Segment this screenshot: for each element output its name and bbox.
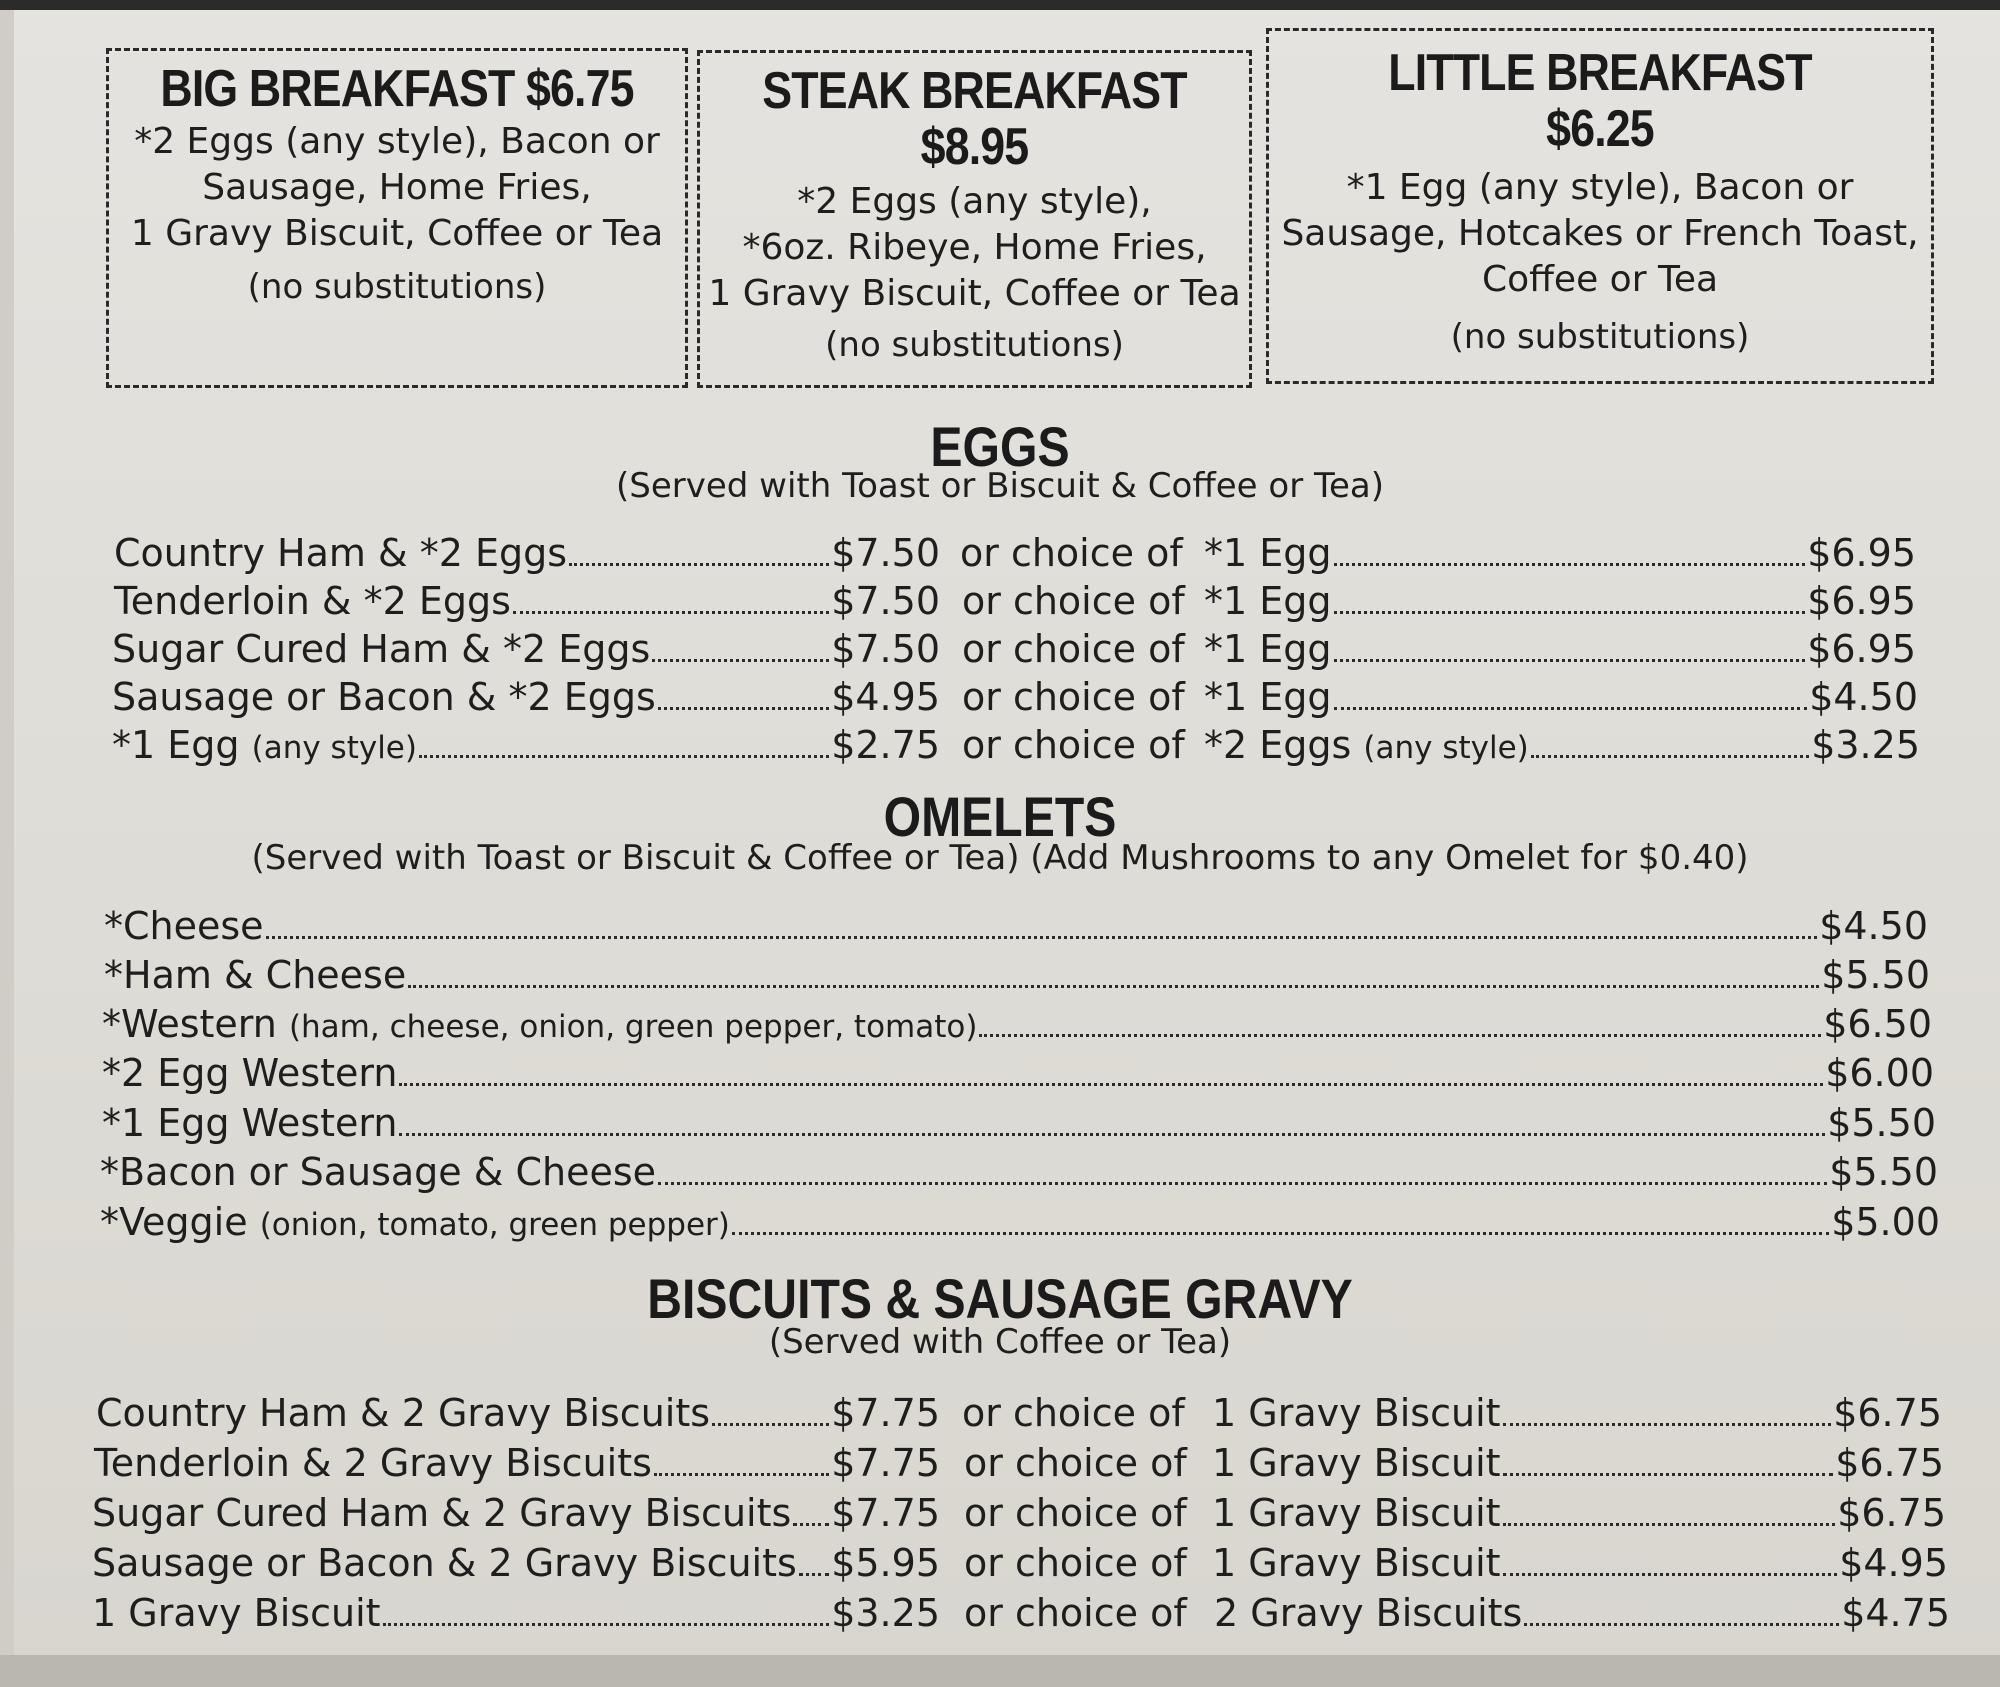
little-breakfast-description: *1 Egg (any style), Bacon or Sausage, Hotcakes or French Toast, Coffee or Tea: [1281, 167, 1919, 300]
biscuit-row: Sugar Cured Ham & 2 Gravy Biscuits $7.75 or choice of 1 Gravy Biscuit $6.75: [92, 1491, 1946, 1535]
omelet-row: *Cheese $4.50: [104, 904, 1928, 948]
omelet-row: *Western (ham, cheese, onion, green pepper, tomato) $6.50: [102, 1002, 1932, 1046]
omelet-row: *2 Egg Western $6.00: [102, 1051, 1934, 1095]
big-breakfast-description: *2 Eggs (any style), Bacon or Sausage, Home Fries, 1 Gravy Biscuit, Coffee or Tea: [130, 121, 664, 254]
eggs-subtitle: (Served with Toast or Biscuit & Coffee or Tea): [615, 466, 1385, 506]
biscuit-row: Tenderloin & 2 Gravy Biscuits $7.75 or choice of 1 Gravy Biscuit $6.75: [94, 1441, 1944, 1485]
biscuits-subtitle: (Served with Coffee or Tea): [768, 1322, 1232, 1362]
eggs-row: *1 Egg (any style) $2.75 or choice of *2 Eggs (any style) $3.25: [112, 723, 1920, 767]
little-breakfast-box: [1266, 28, 1934, 384]
photo-bottom-edge: [0, 1655, 2000, 1687]
biscuit-row: Sausage or Bacon & 2 Gravy Biscuits $5.95 or choice of 1 Gravy Biscuit $4.95: [92, 1541, 1948, 1585]
omelet-row: *Ham & Cheese $5.50: [104, 953, 1930, 997]
omelets-heading: OMELETS: [883, 785, 1117, 848]
photo-top-edge: [0, 0, 2000, 10]
eggs-row: Tenderloin & *2 Eggs $7.50 or choice of *1 Egg $6.95: [114, 579, 1916, 623]
little-breakfast-note: (no substitutions): [1450, 317, 1750, 357]
omelets-subtitle: (Served with Toast or Biscuit & Coffee or Tea) (Add Mushrooms to any Omelet for $0.40): [251, 838, 1749, 878]
biscuits-heading: BISCUITS & SAUSAGE GRAVY: [647, 1267, 1353, 1330]
big-breakfast-title: BIG BREAKFAST $6.75: [160, 60, 634, 118]
steak-breakfast-box: [697, 50, 1252, 388]
omelet-row: *Bacon or Sausage & Cheese $5.50: [100, 1150, 1938, 1194]
eggs-row: Sugar Cured Ham & *2 Eggs $7.50 or choice of *1 Egg $6.95: [112, 627, 1916, 671]
eggs-heading: EGGS: [930, 415, 1070, 478]
little-breakfast-title: LITTLE BREAKFAST: [1388, 44, 1812, 102]
steak-breakfast-note: (no substitutions): [825, 325, 1124, 365]
biscuit-row: Country Ham & 2 Gravy Biscuits $7.75 or choice of 1 Gravy Biscuit $6.75: [96, 1391, 1942, 1435]
omelet-row: *Veggie (onion, tomato, green pepper) $5.00: [100, 1200, 1940, 1244]
steak-breakfast-title: STEAK BREAKFAST: [762, 62, 1187, 120]
steak-breakfast-price: $8.95: [920, 118, 1029, 176]
steak-breakfast-description: *2 Eggs (any style), *6oz. Ribeye, Home Fries, 1 Gravy Biscuit, Coffee or Tea: [708, 181, 1241, 314]
eggs-row: Country Ham & *2 Eggs $7.50 or choice of *1 Egg $6.95: [114, 531, 1916, 575]
biscuit-row: 1 Gravy Biscuit $3.25 or choice of 2 Gravy Biscuits $4.75: [92, 1591, 1950, 1635]
big-breakfast-box: [106, 48, 688, 388]
omelet-row: *1 Egg Western $5.50: [102, 1101, 1936, 1145]
eggs-row: Sausage or Bacon & *2 Eggs $4.95 or choice of *1 Egg $4.50: [112, 675, 1918, 719]
big-breakfast-note: (no substitutions): [247, 267, 547, 307]
little-breakfast-price: $6.25: [1546, 100, 1654, 158]
